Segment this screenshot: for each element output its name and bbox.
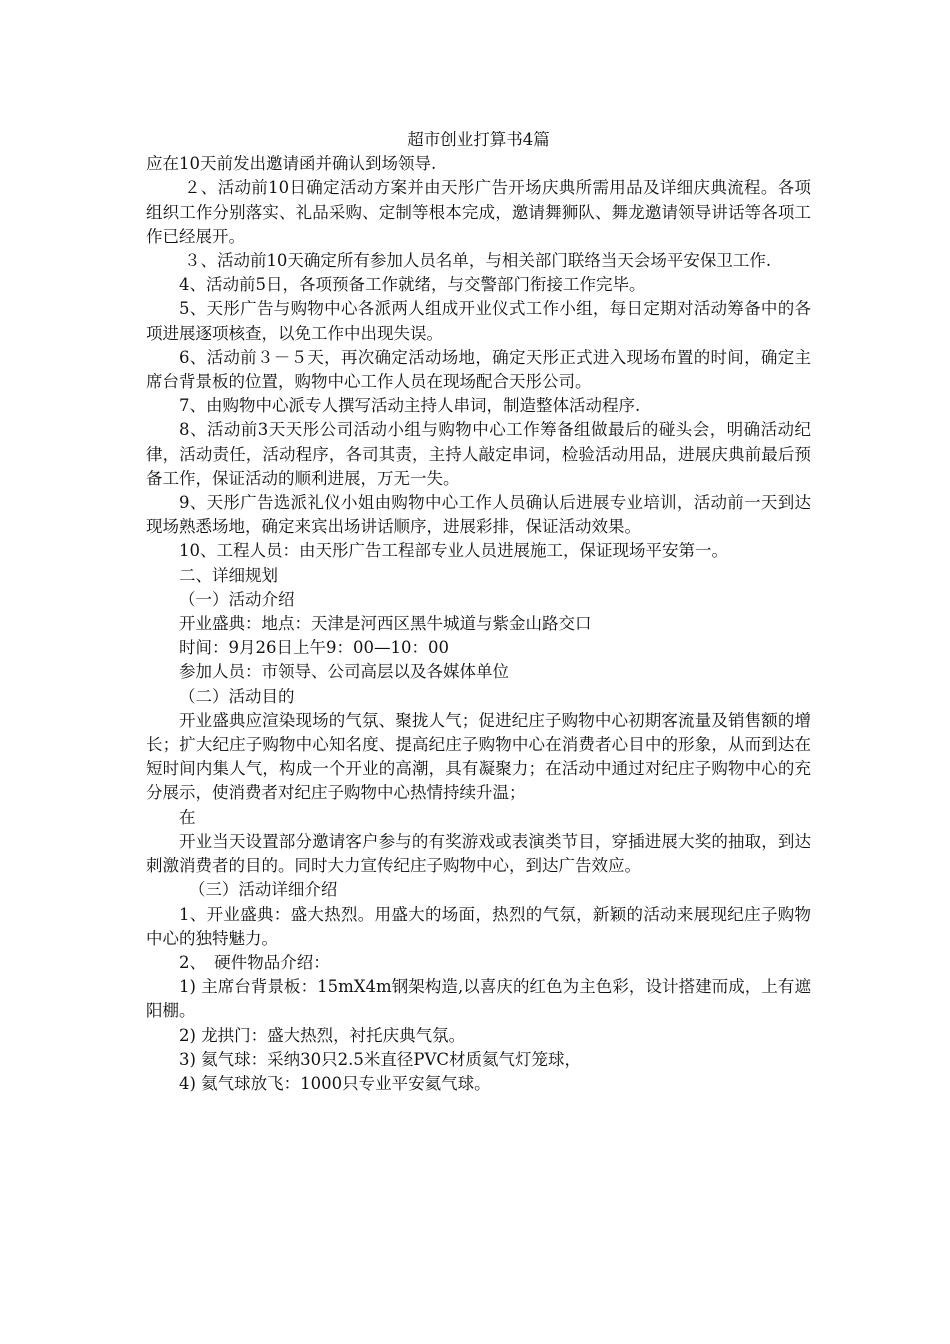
paragraph: 参加人员：市领导、公司高层以及各媒体单位 bbox=[179, 662, 509, 682]
paragraph: 1、开业盛典：盛大热烈。用盛大的场面，热烈的气氛，新颖的活动来展现纪庄子购物中心的独特魅力。 bbox=[146, 904, 811, 948]
paragraph: 9、天彤广告选派礼仪小姐由购物中心工作人员确认后进展专业培训，活动前一天到达现场熟悉场地，确定来宾出场讲话顺序，进展彩排，保证活动效果。 bbox=[146, 493, 811, 537]
document-title: 超市创业打算书4篇 bbox=[407, 130, 550, 149]
paragraph: 在 bbox=[179, 807, 196, 827]
paragraph: 二、详细规划 bbox=[179, 565, 278, 585]
paragraph: 6、活动前３－５天，再次确定活动场地，确定天彤正式进入现场布置的时间，确定主席台背景板的位置，购物中心工作人员在现场配合天彤公司。 bbox=[146, 347, 811, 392]
document-body bbox=[146, 152, 811, 1096]
paragraph: 3) 氦气球：采纳30只2.5米直径PVC材质氦气灯笼球， bbox=[179, 1049, 582, 1069]
paragraph: （一）活动介绍 bbox=[179, 589, 295, 609]
paragraph: 4) 氦气球放飞：1000只专业平安氦气球。 bbox=[179, 1073, 491, 1093]
paragraph: 2) 龙拱门：盛大热烈，衬托庆典气氛。 bbox=[179, 1025, 466, 1045]
paragraph: 5、天彤广告与购物中心各派两人组成开业仪式工作小组，每日定期对活动筹备中的各项进展逐项核查，以免工作中出现失误。 bbox=[146, 299, 811, 343]
paragraph: 8、活动前3天天彤公司活动小组与购物中心工作筹备组做最后的碰头会，明确活动纪律，活动责任，活动程序，各司其责，主持人敲定串词，检验活动用品，进展庆典前最后预备工作，保证活动的顺利进展，万无一失。 bbox=[146, 420, 811, 488]
paragraph: 1) 主席台背景板：15mX4m钢架构造,以喜庆的红色为主色彩，设计搭建而成，上有遮阳棚。 bbox=[146, 977, 811, 1021]
paragraph: 时间：9月26日上午9：00—10：00 bbox=[179, 638, 449, 658]
paragraph: 开业当天设置部分邀请客户参与的有奖游戏或表演类节目，穿插进展大奖的抽取，到达刺激消费者的目的。同时大力宣传纪庄子购物中心，到达广告效应。 bbox=[146, 831, 811, 876]
paragraph: 开业盛典应渲染现场的气氛、聚拢人气；促进纪庄子购物中心初期客流量及销售额的增长；扩大纪庄子购物中心知名度、提高纪庄子购物中心在消费者心目中的形象，从而到达在短时间内集人气，构成一个开业的高潮，具有凝聚力；在活动中通过对纪庄子购物中心的充分展示，使消费者对纪庄子购物中心热情持续升温； bbox=[146, 710, 811, 803]
paragraph: （三）活动详细介绍 bbox=[188, 880, 338, 900]
paragraph: ２、活动前10日确定活动方案并由天彤广告开场庆典所需用品及详细庆典流程。各项组织工作分别落实、礼品采购、定制等根本完成，邀请舞狮队、舞龙邀请领导讲话等各项工作已经展开。 bbox=[146, 178, 811, 246]
paragraph: （二）活动目的 bbox=[179, 686, 295, 706]
paragraph: 应在10天前发出邀请函并确认到场领导. bbox=[146, 154, 437, 174]
paragraph: ３、活动前10天确定所有参加人员名单，与相关部门联络当天会场平安保卫工作. bbox=[183, 251, 772, 271]
paragraph: 10、工程人员：由天彤广告工程部专业人员进展施工，保证现场平安第一。 bbox=[179, 541, 728, 561]
paragraph: 4、活动前5日，各项预备工作就绪，与交警部门衔接工作完毕。 bbox=[179, 275, 646, 295]
document-page bbox=[146, 128, 811, 1096]
paragraph: 2、 硬件物品介绍： bbox=[179, 952, 330, 972]
paragraph: 7、由购物中心派专人撰写活动主持人串词，制造整体活动程序. bbox=[179, 396, 641, 416]
paragraph: 开业盛典：地点：天津是河西区黑牛城道与紫金山路交口 bbox=[179, 614, 592, 634]
